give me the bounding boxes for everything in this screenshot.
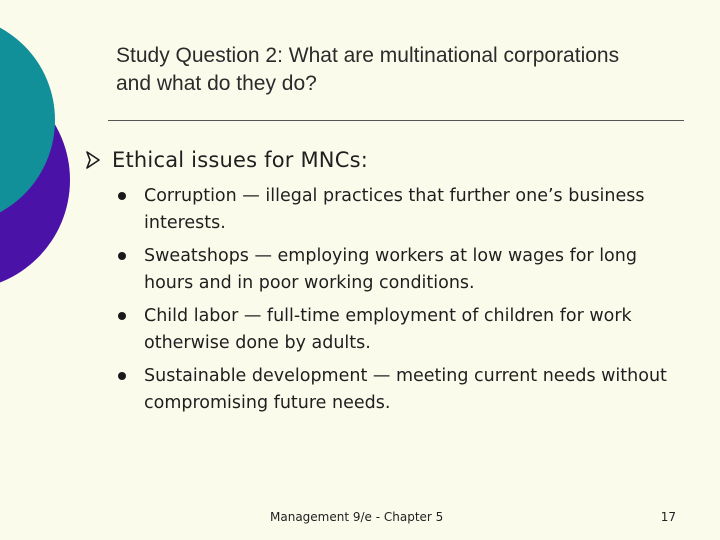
list-item [116, 183, 696, 237]
list-item-text: Corruption — illegal practices that further one’s business interests. [144, 186, 645, 233]
main-bullet [86, 148, 368, 172]
bullet-dot-icon [118, 312, 126, 320]
page-number: 17 [660, 510, 676, 524]
list-item-text: Sweatshops — employing workers at low wages for long hours and in poor working conditions. [144, 246, 637, 293]
slide-footer: Management 9/e - Chapter 5 [270, 510, 444, 524]
list-item-text: Sustainable development — meeting current needs without compromising future needs. [144, 366, 667, 413]
title-divider [108, 120, 684, 121]
sub-bullet-list [116, 183, 696, 423]
list-item [116, 303, 696, 357]
bullet-dot-icon [118, 192, 126, 200]
bullet-dot-icon [118, 372, 126, 380]
list-item [116, 363, 696, 417]
main-bullet-text: Ethical issues for MNCs: [112, 148, 368, 172]
slide-title: Study Question 2: What are multinational corporations and what do they do? [116, 44, 620, 95]
list-item-text: Child labor — full-time employment of children for work otherwise done by adults. [144, 306, 632, 353]
arrow-bullet-icon [86, 151, 100, 169]
list-item [116, 243, 696, 297]
bullet-dot-icon [118, 252, 126, 260]
